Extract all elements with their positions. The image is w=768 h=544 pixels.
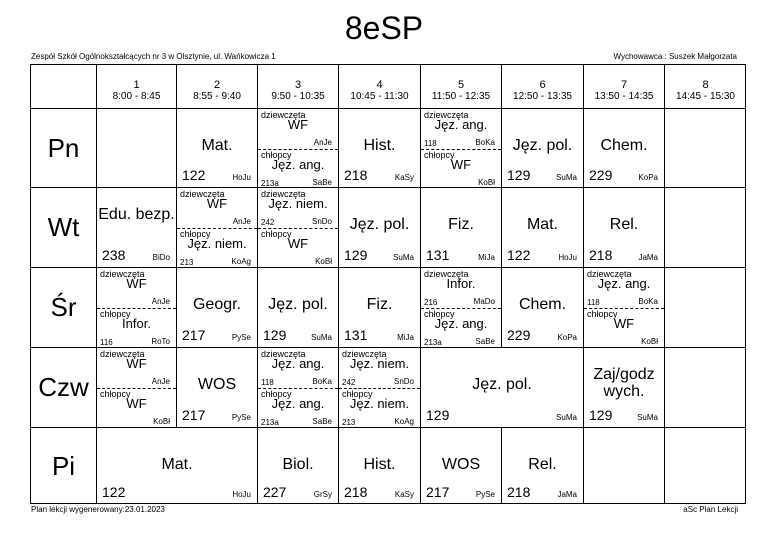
day-label: Pi — [31, 428, 97, 504]
lesson-room: 213 — [180, 258, 194, 267]
empty-cell — [97, 109, 177, 188]
lesson-room: 218 — [507, 484, 531, 500]
lesson-cell — [584, 348, 665, 428]
lesson-subject: Jęz. ang. — [597, 276, 651, 291]
group-lesson — [97, 388, 176, 428]
lesson-cell — [97, 188, 177, 268]
lesson-room: 229 — [589, 167, 613, 183]
app-name: aSc Plan Lekcji — [683, 505, 738, 514]
lesson-teacher: HoJu — [232, 490, 251, 499]
group-lesson — [258, 109, 338, 150]
lesson-subject: Jęz. pol. — [472, 376, 532, 393]
lesson-cell — [502, 188, 584, 268]
lesson-subject: Jęz. niem. — [187, 236, 247, 251]
lesson-room: 213a — [261, 179, 279, 188]
lesson-subject: Jęz. pol. — [349, 216, 410, 233]
lesson-teacher: KoAg — [394, 417, 414, 426]
lesson-cell — [339, 188, 421, 268]
period-header — [258, 65, 339, 109]
period-time: 8:00 - 8:45 — [112, 91, 161, 102]
class-title: 8eSP — [344, 10, 424, 46]
group-name: dziewczęta — [100, 349, 145, 359]
group-lesson — [177, 188, 257, 229]
lesson-subject: Mat. — [161, 456, 193, 473]
lesson-teacher: KoBł — [641, 337, 658, 346]
lesson-cell — [177, 268, 258, 348]
lesson-room: 129 — [507, 167, 531, 183]
lesson-teacher: KoPa — [557, 333, 577, 342]
group-lesson — [339, 388, 420, 428]
period-time: 10:45 - 11:30 — [350, 91, 409, 102]
lesson-subject: WF — [126, 356, 147, 371]
lesson-teacher: SuMa — [393, 253, 414, 262]
lesson-teacher: MiJa — [397, 333, 414, 342]
lesson-room: 118 — [261, 378, 274, 387]
day-label: Czw — [31, 348, 97, 428]
lesson-room: 122 — [182, 167, 206, 183]
empty-cell — [665, 348, 746, 428]
lesson-teacher: KoAg — [231, 257, 251, 266]
lesson-cell — [502, 268, 584, 348]
lesson-subject: WOS — [441, 456, 481, 473]
group-name: dziewczęta — [424, 269, 469, 279]
lesson-cell — [339, 109, 421, 188]
lesson-teacher: SnDo — [393, 377, 414, 386]
lesson-teacher: AnJe — [151, 297, 170, 306]
lesson-cell — [421, 188, 502, 268]
group-name: dziewczęta — [587, 269, 632, 279]
group-name: dziewczęta — [100, 269, 145, 279]
period-number: 2 — [213, 79, 221, 91]
split-lesson-cell — [258, 348, 339, 428]
period-header — [502, 65, 584, 109]
lesson-room: 218 — [589, 247, 613, 263]
lesson-subject: Zaj/godz wych. — [593, 366, 655, 400]
lesson-room: 227 — [263, 484, 287, 500]
lesson-teacher: SaBe — [312, 178, 332, 187]
period-header — [97, 65, 177, 109]
group-name: chłopcy — [424, 150, 455, 160]
empty-cell — [665, 188, 746, 268]
lesson-room: 129 — [263, 327, 287, 343]
group-name: dziewczęta — [342, 349, 387, 359]
corner-cell — [31, 65, 97, 109]
lesson-teacher: KoBł — [478, 178, 495, 187]
lesson-subject: Chem. — [600, 137, 648, 154]
period-header — [421, 65, 502, 109]
lesson-teacher: AnJe — [151, 377, 170, 386]
lesson-cell — [502, 109, 584, 188]
lesson-cell — [584, 109, 665, 188]
group-name: dziewczęta — [424, 110, 469, 120]
period-number: 4 — [376, 79, 383, 91]
lesson-teacher: AnJe — [232, 217, 251, 226]
split-lesson-cell — [177, 188, 258, 268]
lesson-room: 218 — [344, 484, 368, 500]
lesson-subject: Jęz. niem. — [349, 396, 410, 411]
group-name: dziewczęta — [261, 110, 306, 120]
lesson-teacher: MiJa — [478, 253, 495, 262]
group-lesson — [177, 228, 257, 268]
split-lesson-cell — [97, 348, 177, 428]
lesson-teacher: AnJe — [313, 138, 332, 147]
period-time: 12:50 - 13:35 — [513, 91, 572, 102]
lesson-subject: Jęz. ang. — [271, 157, 325, 172]
lesson-teacher: SaBe — [312, 417, 332, 426]
split-lesson-cell — [421, 109, 502, 188]
lesson-subject: Fiz. — [448, 216, 474, 233]
lesson-subject: WF — [287, 236, 309, 251]
lesson-teacher: BoKa — [312, 377, 332, 386]
lesson-teacher: BiDo — [152, 253, 170, 262]
lesson-room: 213a — [424, 338, 442, 347]
day-label: Pn — [31, 109, 97, 188]
lesson-room: 118 — [424, 139, 437, 148]
timetable-grid — [30, 64, 746, 504]
lesson-subject: WF — [126, 276, 147, 291]
lesson-room: 238 — [102, 247, 126, 263]
lesson-cell — [502, 428, 584, 504]
lesson-subject: Fiz. — [366, 296, 393, 313]
lesson-room: 217 — [182, 327, 206, 343]
lesson-subject: Jęz. ang. — [271, 396, 325, 411]
group-name: chłopcy — [424, 309, 455, 319]
lesson-subject: Jęz. niem. — [349, 356, 410, 371]
group-name: chłopcy — [587, 309, 618, 319]
empty-cell — [665, 109, 746, 188]
group-name: chłopcy — [261, 389, 292, 399]
group-lesson — [584, 268, 664, 309]
period-time: 14:45 - 15:30 — [676, 91, 735, 102]
lesson-teacher: SnDo — [311, 217, 332, 226]
lesson-room: 213a — [261, 418, 279, 427]
empty-cell — [665, 428, 746, 504]
lesson-subject: Rel. — [609, 216, 639, 233]
lesson-subject: Mat. — [526, 216, 559, 233]
split-lesson-cell — [584, 268, 665, 348]
period-number: 7 — [620, 79, 628, 91]
group-lesson — [584, 308, 664, 348]
lesson-subject: WOS — [197, 376, 237, 393]
lesson-subject: Chem. — [518, 296, 567, 313]
lesson-teacher: SuMa — [311, 333, 332, 342]
group-lesson — [97, 268, 176, 309]
lesson-subject: Jęz. pol. — [512, 137, 573, 154]
group-name: chłopcy — [100, 389, 131, 399]
period-time: 9:50 - 10:35 — [271, 91, 325, 102]
lesson-subject: WF — [287, 117, 309, 132]
group-lesson — [421, 268, 501, 309]
lesson-teacher: PySe — [475, 490, 495, 499]
lesson-subject: Jęz. pol. — [268, 296, 328, 313]
split-lesson-cell — [97, 268, 177, 348]
group-lesson — [258, 228, 338, 268]
group-lesson — [258, 149, 338, 189]
lesson-subject: WF — [613, 316, 635, 331]
lesson-room: 129 — [344, 247, 368, 263]
day-label: Wt — [31, 188, 97, 268]
lesson-room: 217 — [182, 407, 206, 423]
lesson-teacher: HoJu — [232, 173, 251, 182]
period-header — [584, 65, 665, 109]
lesson-cell — [421, 428, 502, 504]
lesson-room: 229 — [507, 327, 531, 343]
split-lesson-cell — [258, 188, 339, 268]
split-lesson-cell — [339, 348, 421, 428]
lesson-room: 242 — [261, 218, 275, 227]
lesson-room: 217 — [426, 484, 450, 500]
lesson-subject: Jęz. ang. — [434, 117, 488, 132]
lesson-room: 116 — [100, 338, 113, 347]
lesson-subject: WF — [206, 196, 228, 211]
empty-cell — [584, 428, 665, 504]
lesson-teacher: JaMa — [557, 490, 577, 499]
lesson-room: 129 — [426, 407, 450, 423]
group-name: chłopcy — [261, 150, 292, 160]
lesson-room: 118 — [587, 298, 600, 307]
lesson-subject: Jęz. ang. — [271, 356, 325, 371]
lesson-teacher: KoPa — [638, 173, 658, 182]
lesson-room: 213 — [342, 418, 356, 427]
split-lesson-cell — [421, 268, 502, 348]
lesson-subject: Edu. bezp. — [98, 206, 175, 223]
lesson-cell — [339, 428, 421, 504]
lesson-cell — [97, 428, 258, 504]
lesson-teacher: SuMa — [556, 413, 577, 422]
lesson-subject: WF — [450, 157, 472, 172]
group-lesson — [339, 348, 420, 389]
lesson-room: 122 — [507, 247, 531, 263]
empty-cell — [665, 268, 746, 348]
group-name: chłopcy — [180, 229, 211, 239]
day-label: Śr — [31, 268, 97, 348]
lesson-teacher: SuMa — [637, 413, 658, 422]
lesson-teacher: JaMa — [638, 253, 658, 262]
lesson-teacher: PySe — [231, 413, 251, 422]
period-number: 1 — [133, 79, 140, 91]
generated-date: Plan lekcji wygenerowany:23.01.2023 — [31, 505, 165, 514]
lesson-cell — [421, 348, 584, 428]
lesson-cell — [177, 348, 258, 428]
lesson-subject: WF — [126, 396, 147, 411]
period-number: 5 — [457, 79, 465, 91]
lesson-room: 129 — [589, 407, 613, 423]
group-lesson — [421, 149, 501, 189]
lesson-room: 131 — [344, 327, 368, 343]
school-name: Zespół Szkół Ogólnokształcących nr 3 w Olsztynie, ul. Wańkowicza 1 — [31, 52, 276, 61]
period-number: 8 — [702, 79, 709, 91]
group-lesson — [421, 308, 501, 348]
group-name: chłopcy — [342, 389, 373, 399]
lesson-subject: Jęz. ang. — [434, 316, 488, 331]
lesson-teacher: RoTo — [151, 337, 170, 346]
group-lesson — [258, 388, 338, 428]
group-name: chłopcy — [261, 229, 292, 239]
group-name: dziewczęta — [261, 189, 306, 199]
group-lesson — [97, 348, 176, 389]
period-header — [339, 65, 421, 109]
period-time: 13:50 - 14:35 — [594, 91, 654, 102]
lesson-room: 131 — [426, 247, 450, 263]
period-header — [665, 65, 746, 109]
group-lesson — [258, 188, 338, 229]
lesson-subject: Mat. — [201, 137, 233, 154]
group-lesson — [258, 348, 338, 389]
group-name: chłopcy — [100, 309, 131, 319]
lesson-room: 216 — [424, 298, 438, 307]
period-number: 3 — [294, 79, 302, 91]
lesson-cell — [339, 268, 421, 348]
period-time: 8:55 - 9:40 — [193, 91, 241, 102]
lesson-teacher: KoBł — [315, 257, 332, 266]
lesson-subject: Biol. — [282, 456, 314, 473]
lesson-subject: Rel. — [528, 456, 557, 473]
lesson-teacher: KaSy — [394, 173, 414, 182]
group-name: dziewczęta — [180, 189, 225, 199]
lesson-teacher: HoJu — [558, 253, 577, 262]
lesson-subject: Hist. — [363, 137, 396, 154]
lesson-cell — [258, 428, 339, 504]
lesson-subject: Hist. — [363, 456, 396, 473]
lesson-room: 218 — [344, 167, 368, 183]
lesson-subject: Geogr. — [192, 296, 242, 313]
group-lesson — [97, 308, 176, 348]
group-lesson — [421, 109, 501, 150]
lesson-cell — [258, 268, 339, 348]
group-name: dziewczęta — [261, 349, 306, 359]
lesson-teacher: PySe — [231, 333, 251, 342]
lesson-teacher: GrSy — [313, 490, 332, 499]
period-header — [177, 65, 258, 109]
lesson-room: 122 — [102, 484, 126, 500]
lesson-room: 242 — [342, 378, 356, 387]
lesson-teacher: SaBe — [475, 337, 495, 346]
period-number: 6 — [539, 79, 546, 91]
lesson-subject: Infor. — [122, 316, 151, 331]
lesson-cell — [584, 188, 665, 268]
split-lesson-cell — [258, 109, 339, 188]
lesson-subject: Jęz. niem. — [268, 196, 328, 211]
lesson-teacher: SuMa — [556, 173, 577, 182]
lesson-teacher: KaSy — [394, 490, 414, 499]
period-time: 11:50 - 12:35 — [431, 91, 491, 102]
lesson-teacher: MaDo — [473, 297, 495, 306]
lesson-cell — [177, 109, 258, 188]
lesson-teacher: KoBł — [153, 417, 170, 426]
homeroom-teacher: Wychowawca : Suszek Małgorzata — [613, 52, 737, 61]
lesson-subject: Infor. — [446, 276, 476, 291]
lesson-teacher: BoKa — [475, 138, 495, 147]
lesson-teacher: BoKa — [638, 297, 658, 306]
